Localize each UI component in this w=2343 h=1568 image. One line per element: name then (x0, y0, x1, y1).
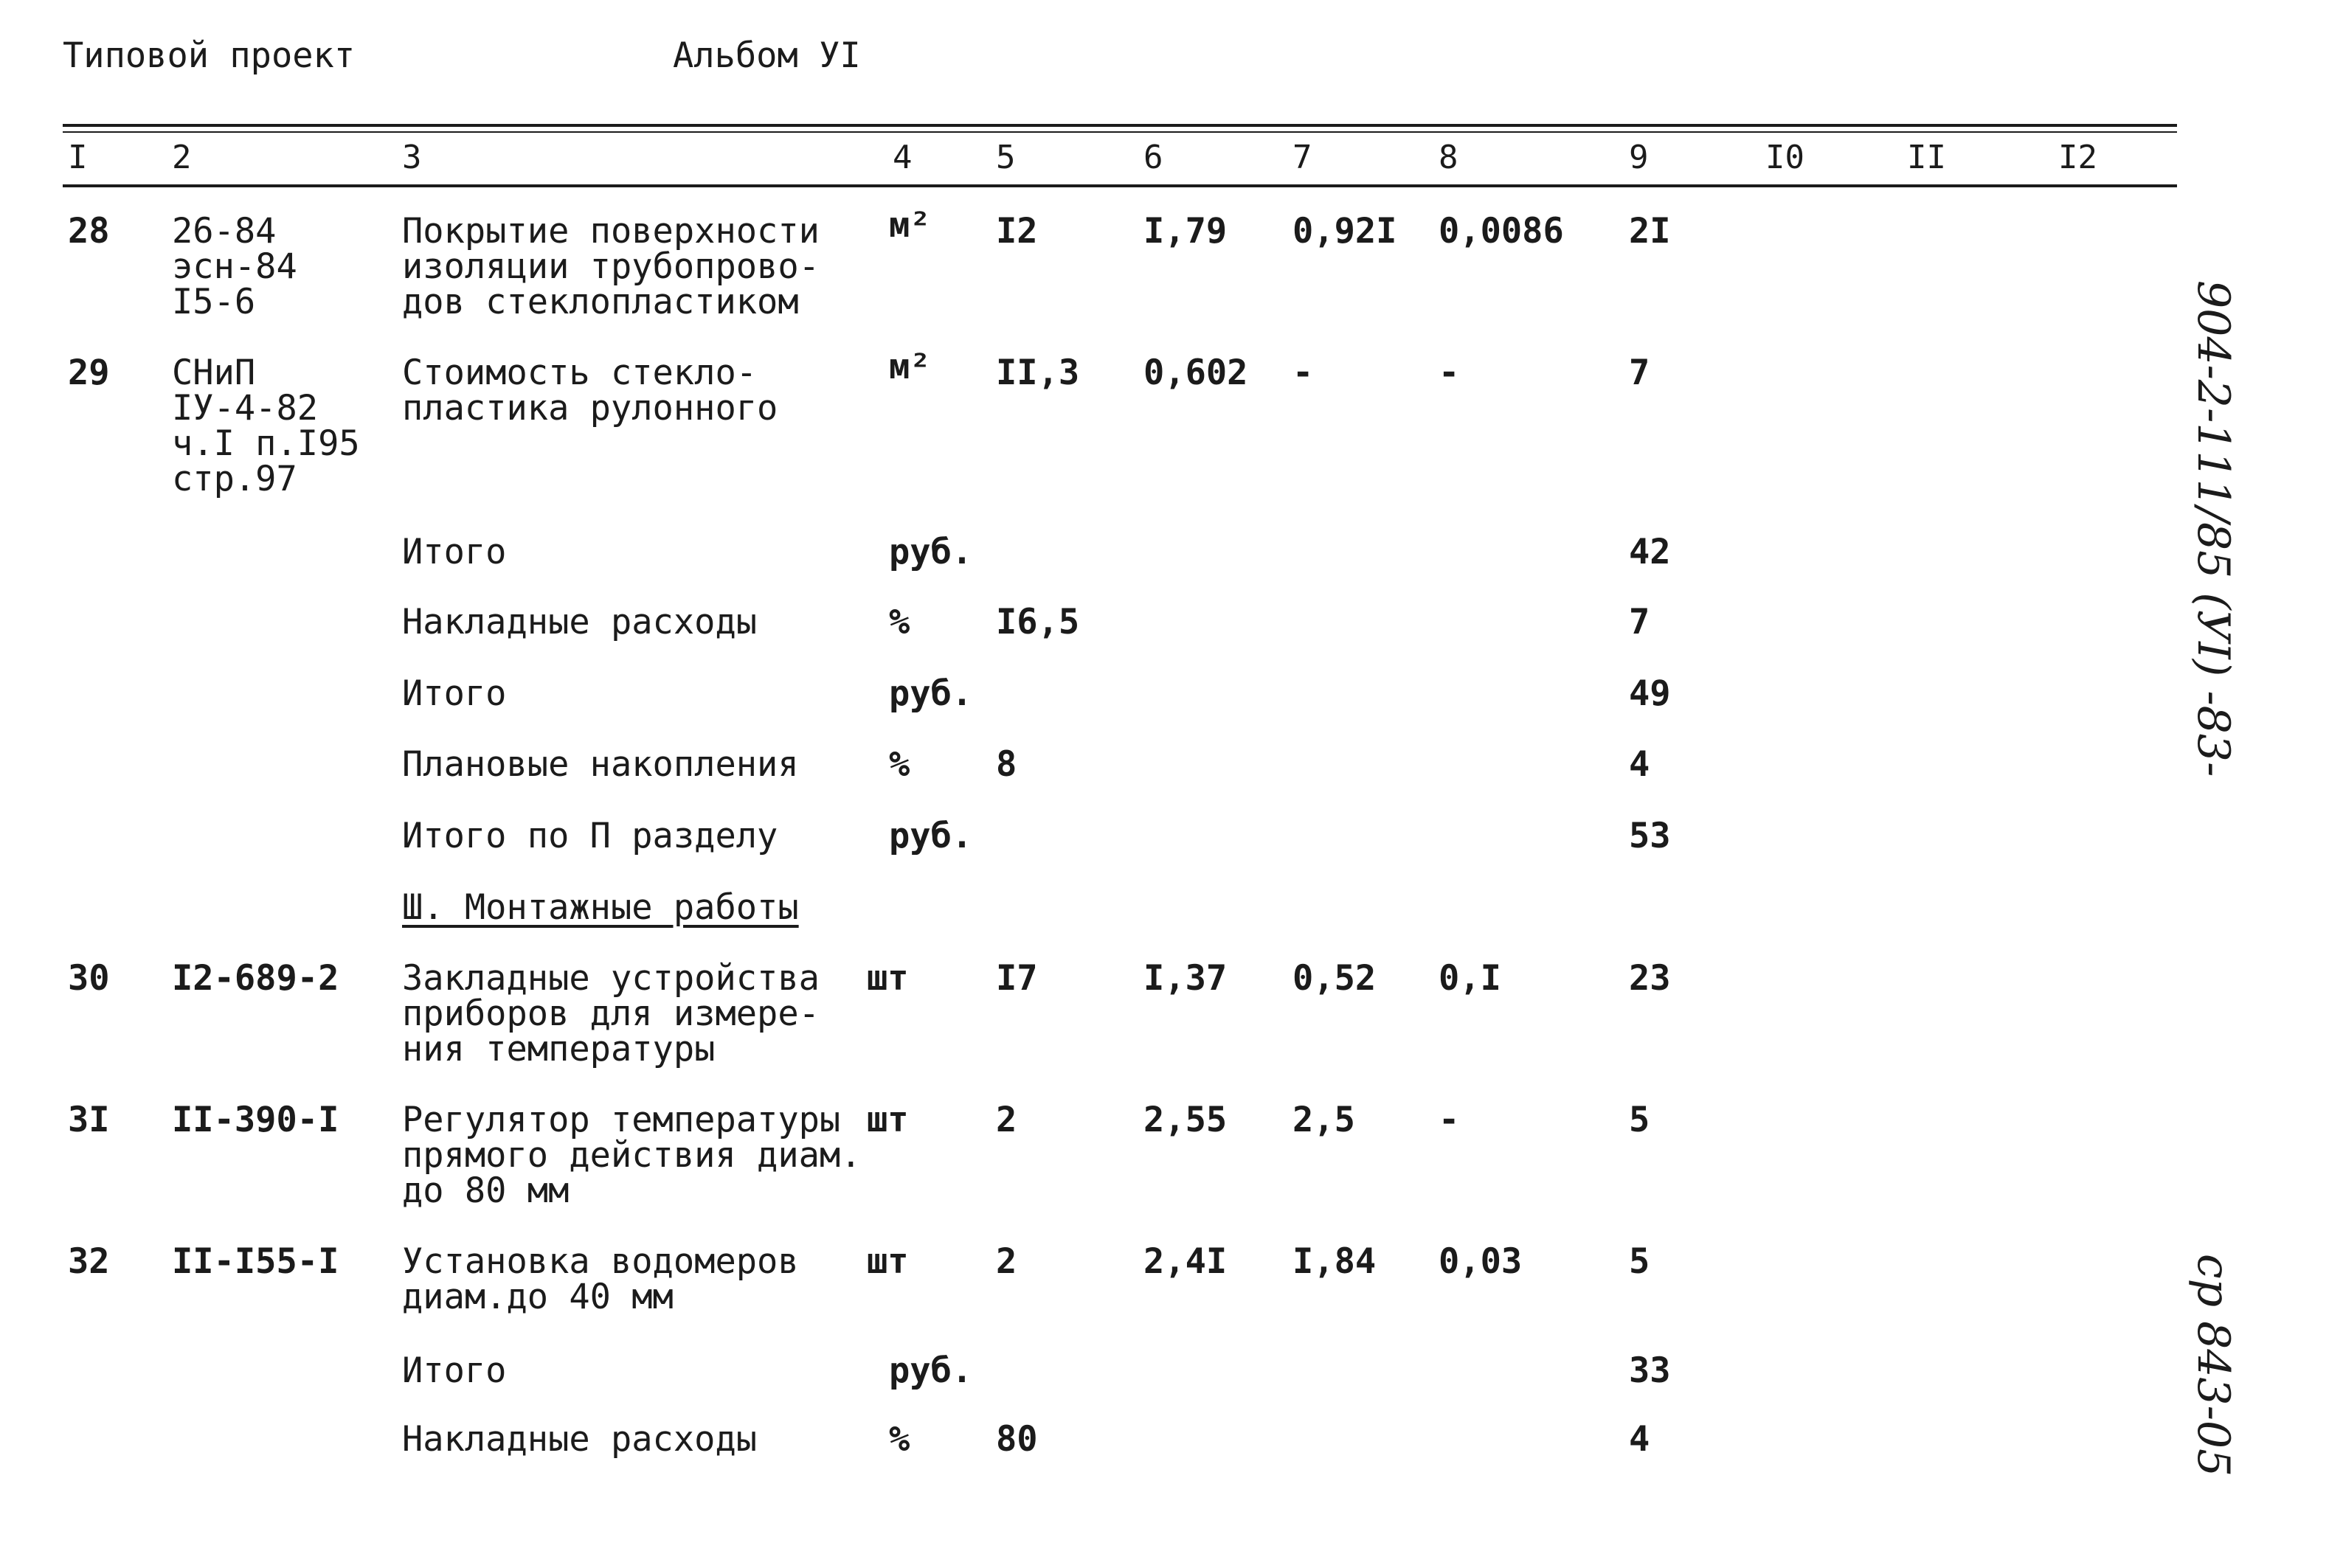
table-header-rule (63, 184, 2177, 187)
column-header: 2 (172, 139, 192, 176)
column-header: 9 (1629, 139, 1649, 176)
total-cost: 7 (1629, 353, 1650, 393)
row-number: 32 (68, 1241, 110, 1282)
column-header: I (68, 139, 88, 176)
margin-note-upper: 904-2-111/85 (УI) -83- (2187, 280, 2239, 777)
total-cost: 53 (1629, 816, 1671, 856)
column-header: 7 (1292, 139, 1312, 176)
rate: 8 (996, 744, 1017, 785)
rate: 80 (996, 1419, 1038, 1460)
overhead-label: Накладные расходы (402, 602, 758, 642)
col8-value: 0,03 (1439, 1241, 1523, 1282)
col7-value: I,84 (1292, 1241, 1377, 1282)
subtotal-label: Итого (402, 673, 507, 714)
total-cost: 42 (1629, 532, 1671, 572)
quantity: I7 (996, 958, 1038, 999)
unit: % (889, 1419, 910, 1460)
quantity: II,3 (996, 353, 1080, 393)
column-header: 6 (1143, 139, 1163, 176)
total-cost: 4 (1629, 1419, 1650, 1460)
table-top-rule (63, 124, 2177, 127)
unit-cost: 0,602 (1143, 353, 1248, 393)
column-header: 3 (402, 139, 422, 176)
unit-cost: I,79 (1143, 211, 1228, 251)
total-cost: 2I (1629, 211, 1671, 251)
col7-value: - (1292, 353, 1314, 393)
column-header: II (1907, 139, 1946, 176)
column-header: I0 (1765, 139, 1804, 176)
total-cost: 33 (1629, 1350, 1671, 1391)
column-header: 5 (996, 139, 1016, 176)
total-cost: 5 (1629, 1241, 1650, 1282)
unit-cost: 2,4I (1143, 1241, 1228, 1282)
unit: руб. (889, 532, 973, 572)
unit: % (889, 602, 910, 642)
work-description: Покрытие поверхности изоляции трубопрово- дов стеклопластиком (402, 211, 820, 322)
norm-reference: II-390-I (172, 1100, 339, 1140)
col7-value: 2,5 (1292, 1100, 1355, 1140)
rate: I6,5 (996, 602, 1080, 642)
quantity: 2 (996, 1241, 1017, 1282)
total-cost: 23 (1629, 958, 1671, 999)
col8-value: - (1439, 353, 1460, 393)
row-number: 30 (68, 958, 110, 999)
column-header: 8 (1439, 139, 1458, 176)
unit: шт (867, 1100, 909, 1140)
unit: руб. (889, 673, 973, 714)
unit: руб. (889, 816, 973, 856)
norm-reference: СНиП IУ-4-82 ч.I п.I95 стр.97 (172, 353, 360, 499)
col8-value: - (1439, 1100, 1460, 1140)
section-total-label: Итого по П разделу (402, 816, 778, 856)
row-number: 28 (68, 211, 110, 251)
quantity: I2 (996, 211, 1038, 251)
subtotal-label: Итого (402, 532, 507, 572)
subtotal-label: Итого (402, 1350, 507, 1391)
row-number: 3I (68, 1100, 110, 1140)
margin-note-lower: ср 843-05 (2187, 1254, 2239, 1477)
album-label: Альбом УI (673, 35, 861, 76)
total-cost: 49 (1629, 673, 1671, 714)
norm-reference: 26-84 эсн-84 I5-6 (172, 211, 297, 322)
work-description: Регулятор температуры прямого действия диам. до 80 мм (402, 1100, 862, 1211)
total-cost: 7 (1629, 602, 1650, 642)
unit: руб. (889, 1350, 973, 1391)
col8-value: 0,0086 (1439, 211, 1564, 251)
project-label: Типовой проект (63, 35, 356, 76)
total-cost: 5 (1629, 1100, 1650, 1140)
unit: м² (889, 205, 931, 246)
unit: м² (889, 347, 931, 387)
unit: шт (867, 1241, 909, 1282)
quantity: 2 (996, 1100, 1017, 1140)
unit-cost: I,37 (1143, 958, 1228, 999)
planned-savings-label: Плановые накопления (402, 744, 799, 785)
total-cost: 4 (1629, 744, 1650, 785)
section-heading: Ш. Монтажные работы (402, 887, 799, 928)
row-number: 29 (68, 353, 110, 393)
unit: шт (867, 958, 909, 999)
work-description: Стоимость стекло- пластика рулонного (402, 353, 778, 429)
col8-value: 0,I (1439, 958, 1501, 999)
unit-cost: 2,55 (1143, 1100, 1228, 1140)
column-header: 4 (893, 139, 913, 176)
overhead-label: Накладные расходы (402, 1419, 758, 1460)
work-description: Закладные устройства приборов для измере- ния температуры (402, 958, 820, 1069)
table-top-rule-thin (63, 131, 2177, 133)
norm-reference: I2-689-2 (172, 958, 339, 999)
work-description: Установка водомеров диам.до 40 мм (402, 1241, 799, 1317)
unit: % (889, 744, 910, 785)
norm-reference: II-I55-I (172, 1241, 339, 1282)
col7-value: 0,92I (1292, 211, 1397, 251)
column-header: I2 (2058, 139, 2097, 176)
col7-value: 0,52 (1292, 958, 1377, 999)
